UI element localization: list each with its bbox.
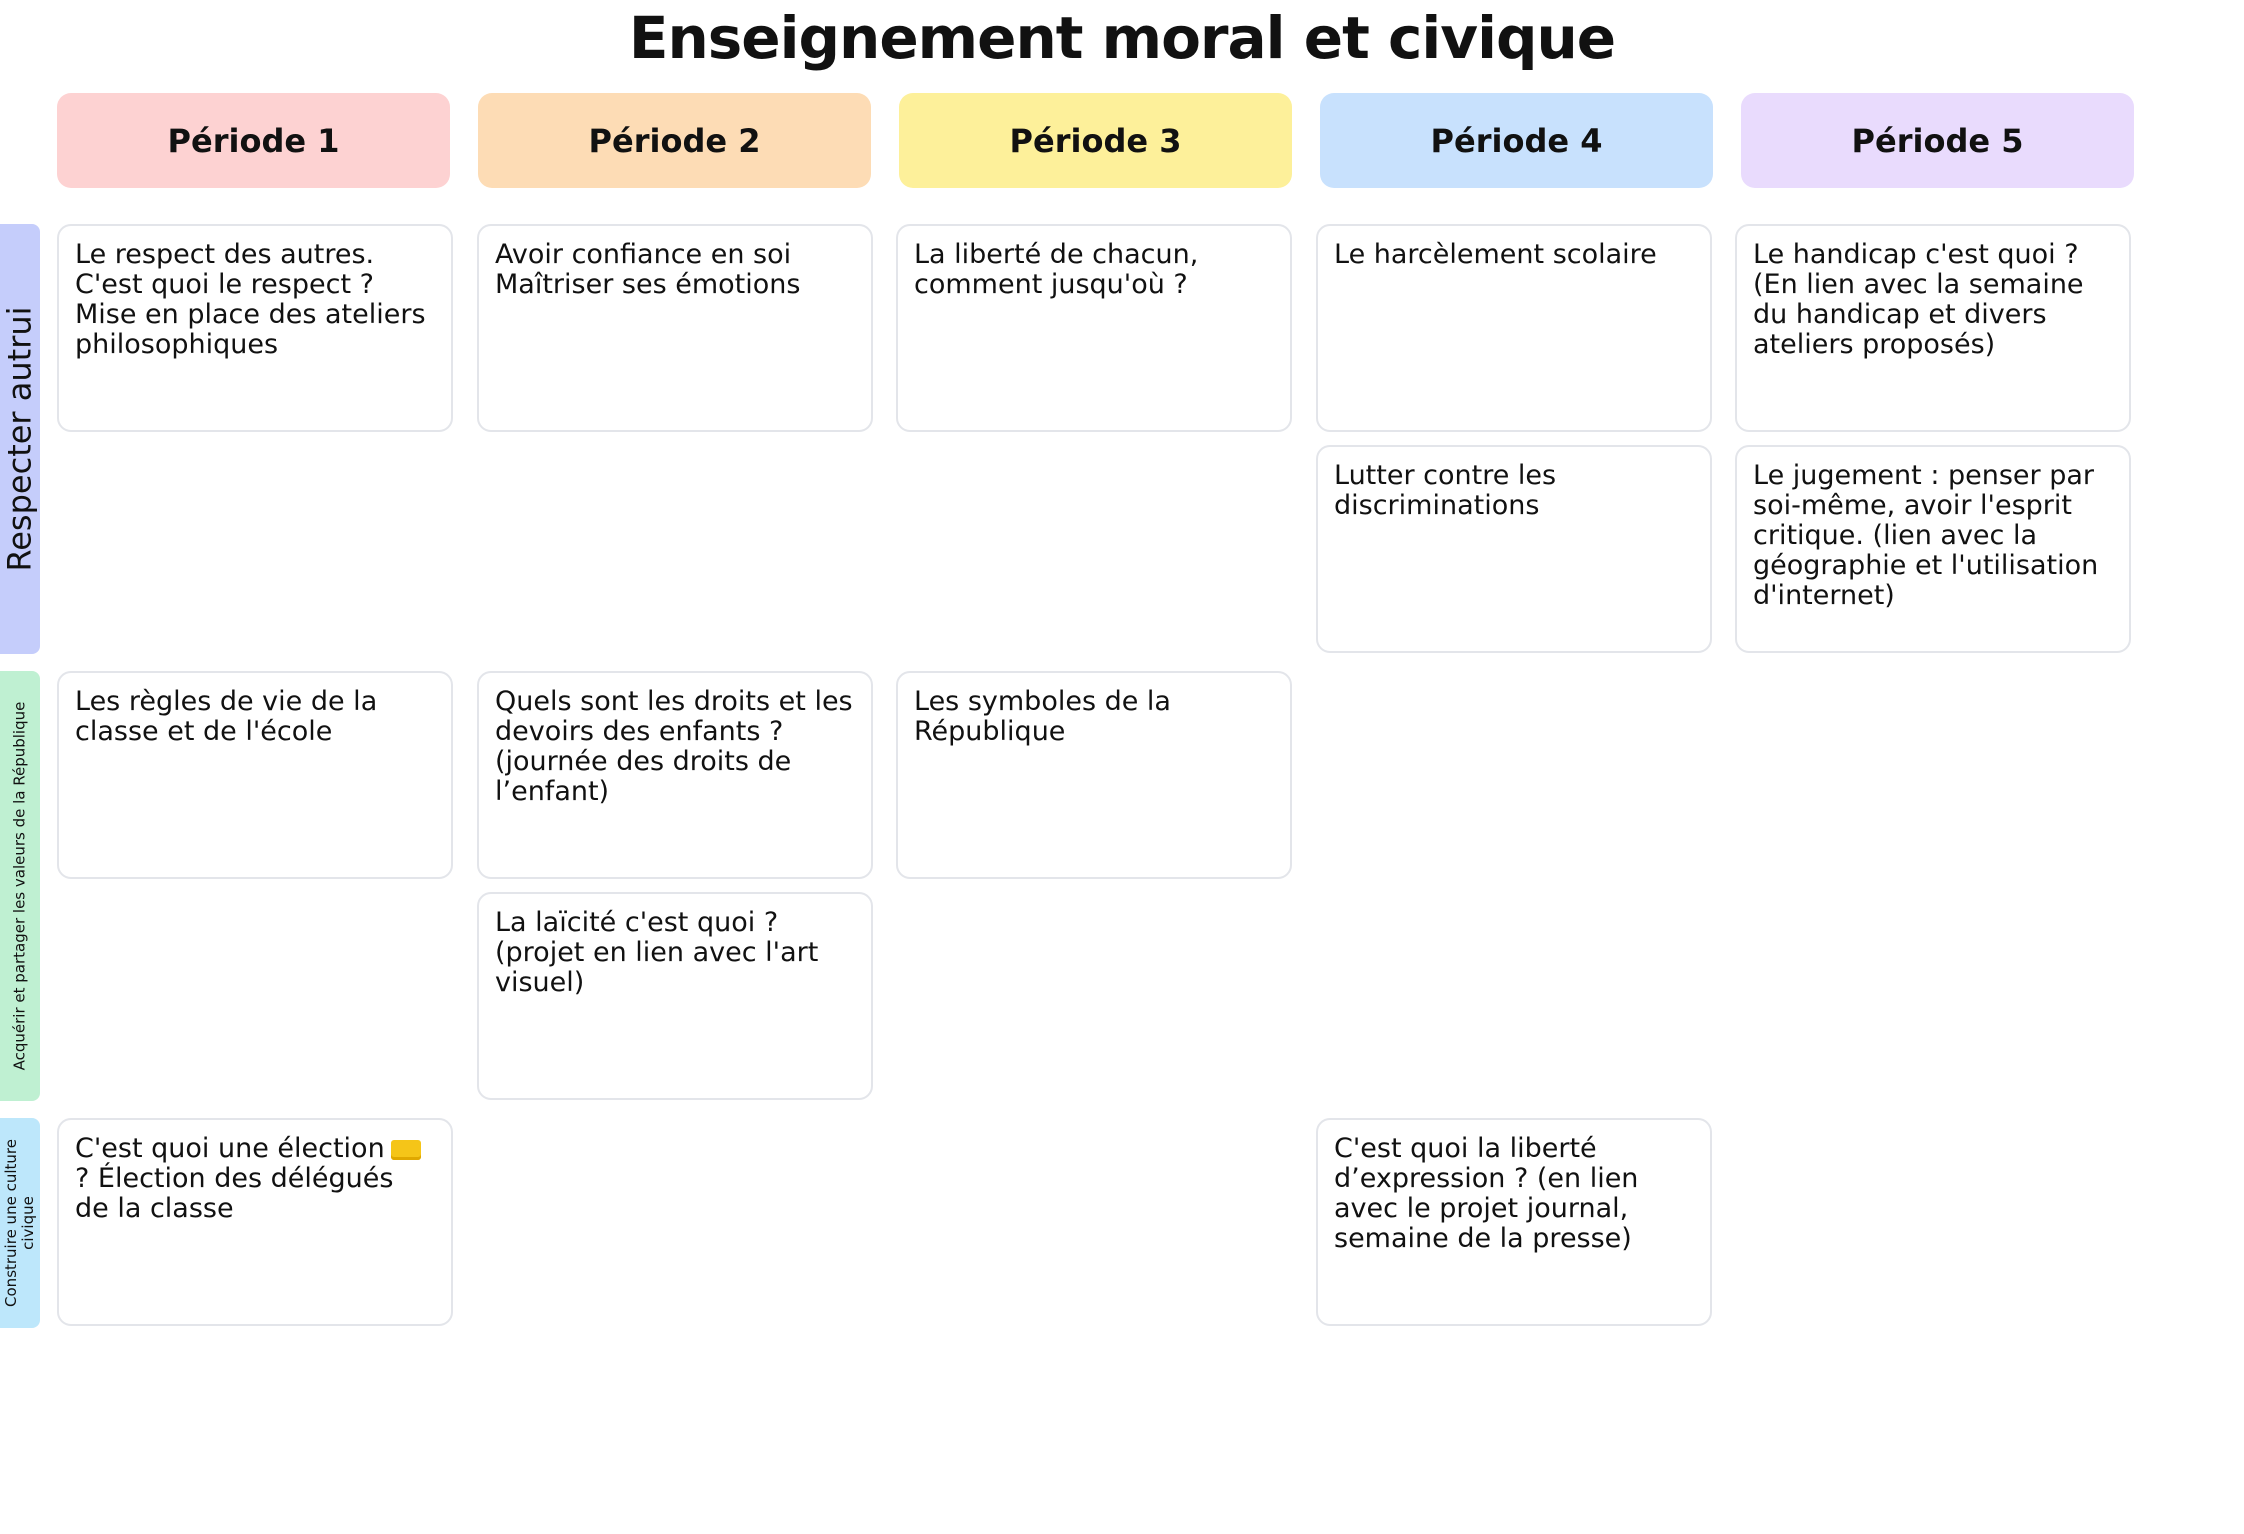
row-label-text: Acquérir et partager les valeurs de la République — [10, 701, 29, 1071]
row-label-respecter-autrui — [0, 224, 40, 654]
page-title: Enseignement moral et civique — [628, 4, 1616, 72]
card-jugement-esprit-critique: Le jugement : penser par soi-même, avoir l'esprit critique. (lien avec la géographie et l'utilisation d'internet) — [1735, 445, 2131, 653]
ballot-box-icon — [391, 1140, 421, 1160]
card-handicap: Le handicap c'est quoi ? (En lien avec la semaine du handicap et divers ateliers proposés) — [1735, 224, 2131, 432]
card-laicite: La laïcité c'est quoi ? (projet en lien avec l'art visuel) — [477, 892, 873, 1100]
card-regles-de-vie: Les règles de vie de la classe et de l'école — [57, 671, 453, 879]
card-election-text-a: C'est quoi une élection — [75, 1133, 385, 1164]
card-confiance-en-soi: Avoir confiance en soi Maîtriser ses émotions — [477, 224, 873, 432]
row-label-culture-civique — [0, 1118, 40, 1328]
row-label-valeurs-republique — [0, 671, 40, 1101]
period-header-4: Période 4 — [1320, 93, 1713, 188]
period-header-1: Période 1 — [57, 93, 450, 188]
row-label-text: Respecter autrui — [0, 306, 39, 572]
card-respect-autres: Le respect des autres. C'est quoi le respect ? Mise en place des ateliers philosophiques — [57, 224, 453, 432]
card-election-text-b: ? Élection des délégués de la classe — [75, 1163, 394, 1224]
card-harcelement-scolaire: Le harcèlement scolaire — [1316, 224, 1712, 432]
period-header-5: Période 5 — [1741, 93, 2134, 188]
card-discriminations: Lutter contre les discriminations — [1316, 445, 1712, 653]
card-election — [57, 1118, 453, 1326]
period-header-2: Période 2 — [478, 93, 871, 188]
row-label-text: Construire une culture civique — [1, 1139, 37, 1307]
period-header-3: Période 3 — [899, 93, 1292, 188]
card-symboles-republique: Les symboles de la République — [896, 671, 1292, 879]
card-droits-enfants: Quels sont les droits et les devoirs des enfants ? (journée des droits de l’enfant) — [477, 671, 873, 879]
card-liberte-de-chacun: La liberté de chacun, comment jusqu'où ? — [896, 224, 1292, 432]
card-liberte-expression: C'est quoi la liberté d’expression ? (en lien avec le projet journal, semaine de la presse) — [1316, 1118, 1712, 1326]
